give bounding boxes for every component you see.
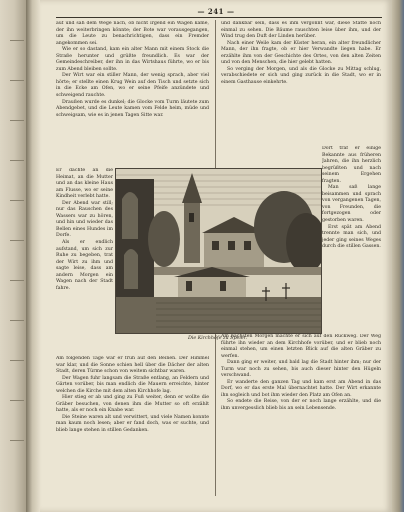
text-column-right-top <box>221 21 381 145</box>
paragraph: auf und sah dem Wege nach, ob nicht irgend ein Wagen käme, der ihn weiterbringen könnte; der Bote war vorausgegangen, um die Leute zu benachrichtigen, dass ein Fremder angekommen sei. <box>56 21 209 46</box>
paragraph: So endete die Reise, von der er noch lange erzählte, und die ihm unvergesslich blieb bis an sein Lebensende. <box>221 399 381 412</box>
previous-page-line <box>10 120 24 121</box>
paragraph: Der Abend war still; nur das Rauschen des Wassers war zu hören, und hin und wieder das Bellen eines Hundes im Dorfe. <box>56 200 113 239</box>
paragraph: Am folgenden Tage war er früh auf den Beinen. Der Himmel war klar, und die Sonne schien hell über die Dächer der alten Stadt, deren Türme schon von weitem sichtbar waren. <box>56 356 209 375</box>
header-rule <box>56 17 382 18</box>
paragraph: Man saß lange beisammen und sprach von vergangenen Tagen, von Freunden, die fortgezogen oder gestorben waren. <box>322 185 381 224</box>
page-number: — 241 — <box>197 7 235 16</box>
page-edge-right <box>392 0 404 512</box>
paragraph: Erst spät am Abend trennte man sich, und jeder ging seines Weges durch die stillen Gassen. <box>322 224 381 250</box>
text-column-right-side <box>322 146 381 332</box>
previous-page-line <box>10 240 24 241</box>
paragraph: Hier stieg er ab und ging zu Fuß weiter, denn er wollte die Gräber besuchen, von denen ihm die Mutter so oft erzählt hatte, als er noch ein Knabe war. <box>56 395 209 414</box>
illustration-caption: Die Kirchhöfe zu Speier. <box>187 336 248 341</box>
previous-page-line <box>10 80 24 81</box>
previous-page-line <box>10 360 24 361</box>
paragraph: Die Steine waren alt und verwittert, und viele Namen konnte man kaum noch lesen; aber er fand doch, was er suchte, und blieb lange stehen in stillen Gedanken. <box>56 414 209 434</box>
paragraph: Draußen wurde es dunkel; die Glocke vom Turm läutete zum Abendgebet, und die Leute kamen vom Felde heim, müde und schweigsam, wie es in jenen Tagen Sitte war. <box>56 99 209 118</box>
paragraph: Dann ging er weiter, und bald lag die Stadt hinter ihm; nur der Turm war noch zu sehen, bis auch dieser hinter den Hügeln verschwand. <box>221 360 381 379</box>
paragraph: Wie er so dastand, kam ein alter Mann mit einem Stock die Straße herunter und grüßte freundlich. Es war der Gemeindeschreiber, der ihn in das Wirtshaus führte, wo er bis zum Abend bleiben sollte. <box>56 47 209 72</box>
previous-page-line <box>10 280 24 281</box>
paragraph: Er wanderte den ganzen Tag und kam erst am Abend in das Dorf, wo er das erste Mal übernachtet hatte. Der Wirt erkannte ihn sogleich und bot ihm wieder den Platz am Ofen an. <box>221 379 381 398</box>
paragraph: Er dachte an die Heimat, an die Mutter und an das kleine Haus am Flusse, wo er seine Kindheit verlebt hatte. <box>56 168 113 200</box>
previous-page-line <box>10 40 24 41</box>
paragraph: Der Wirt war ein stiller Mann, der wenig sprach, aber viel hörte; er stellte einen Krug Wein auf den Tisch und setzte sich in die Ecke am Ofen, wo er seine Pfeife anzündete und schweigend rauchte. <box>56 73 209 99</box>
paragraph: Nach einer Weile kam der Küster heran, ein alter freundlicher Mann, der ihn fragte, ob er hier Verwandte liegen habe. Er erzählte ihm von der Geschichte des Ortes, von den alten Zeiten und von den Menschen, die hier gelebt hatten. <box>221 40 381 66</box>
paragraph: und dankbar sein, dass es ihm vergönnt war, diese Stätte noch einmal zu sehen. Die Bäume rauschten leise über ihm, und der Wind trug den Duft der Linden herüber. <box>221 21 381 40</box>
text-column-right-bottom <box>221 334 381 498</box>
paragraph: Dort traf er einige Bekannte aus früheren Jahren, die ihn herzlich begrüßten und nach seinem Ergehen fragten. <box>322 146 381 184</box>
previous-page-line <box>10 440 24 441</box>
text-column-left-side <box>56 168 113 354</box>
engraving-illustration <box>115 168 322 334</box>
previous-page-line <box>10 200 24 201</box>
previous-page-edge <box>0 0 26 512</box>
paragraph: Der Wagen fuhr langsam die Straße entlang, an Feldern und Gärten vorüber, bis man endlich die Mauern erreichte, hinter welchen die Kirche mit dem alten Kirchhofe lag. <box>56 375 209 394</box>
paragraph: Als er endlich aufstand, um sich zur Ruhe zu begeben, trat der Wirt zu ihm und sagte leise, dass am andern Morgen ein Wagen nach der Stadt fahre. <box>56 240 113 291</box>
text-column-left-top <box>56 21 209 167</box>
previous-page-line <box>10 320 24 321</box>
paragraph: So verging der Morgen, und als die Glocke zu Mittag schlug, verabschiedete er sich und ging zurück in die Stadt, wo er in einem Gasthause einkehrte. <box>221 66 381 85</box>
book-gutter <box>26 0 40 512</box>
previous-page-line <box>10 400 24 401</box>
previous-page-line <box>10 160 24 161</box>
book-page <box>40 0 392 512</box>
paragraph: Am nächsten Morgen machte er sich auf den Rückweg. Der Weg führte ihn wieder an dem Kirchhofe vorüber, und er blieb noch einmal stehen, um einen letzten Blick auf die alten Gräber zu werfen. <box>221 334 381 359</box>
text-column-left-bottom <box>56 356 209 498</box>
